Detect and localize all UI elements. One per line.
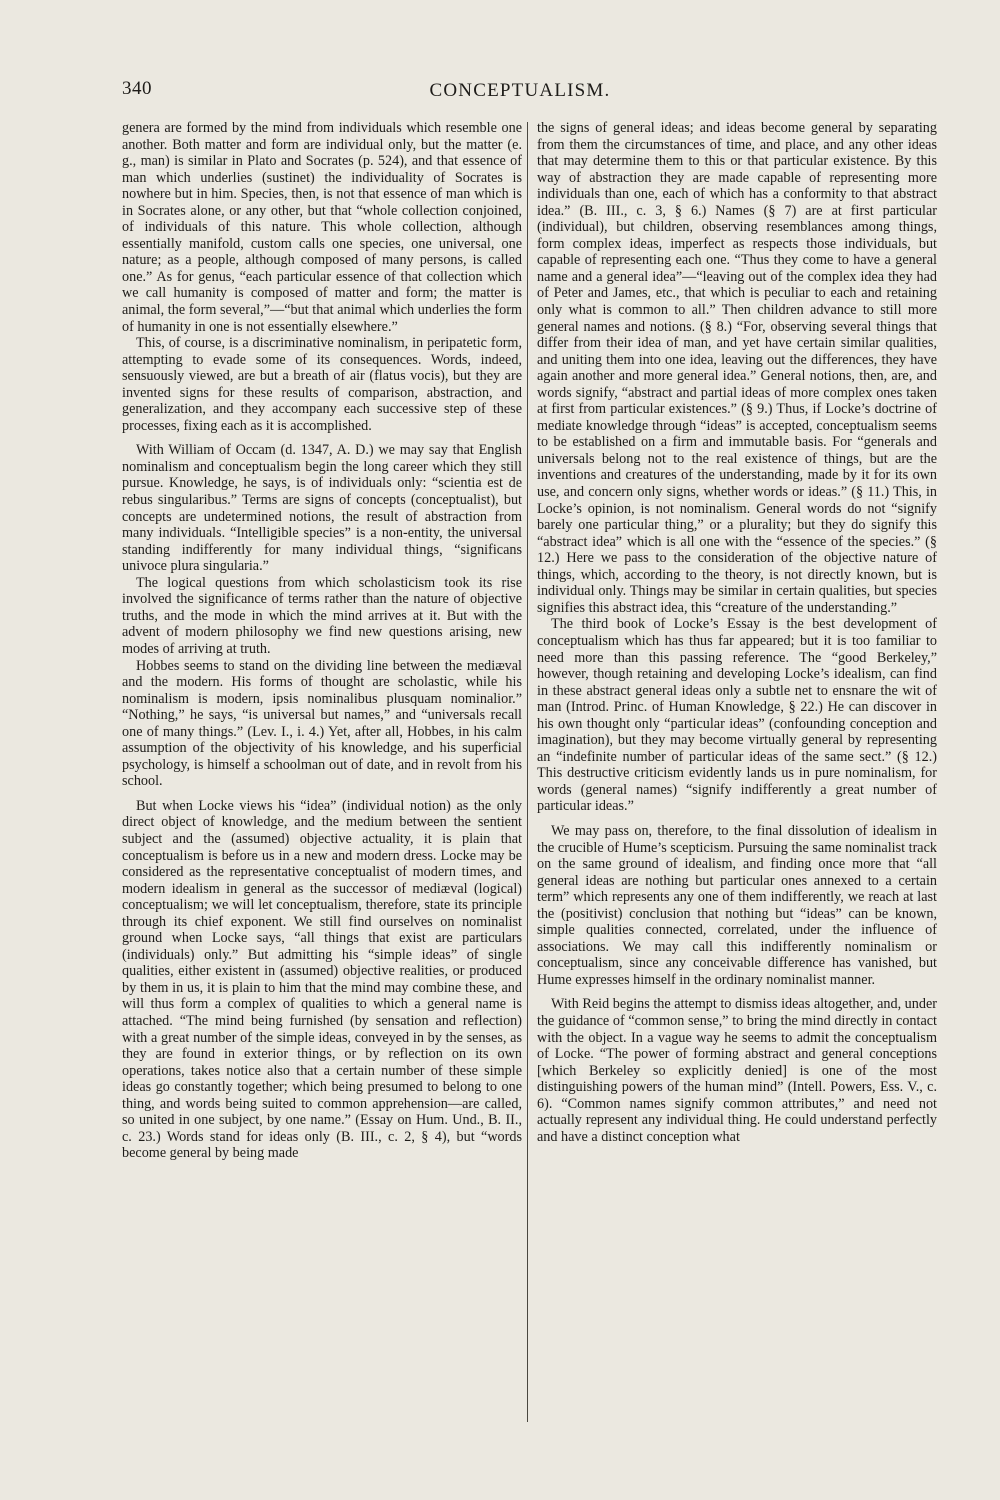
- paragraph: The third book of Locke’s Essay is the best development of conceptualism which has thus far appeared; but it is too familiar to need more than this passing reference. The “good Berkeley,” however, though retaining and developing Locke’s idealism, can find in these abstract general ideas only a subtle net to ensnare the wit of man (Introd. Princ. of Human Knowledge, § 22.) He can discover in his own thought only “particular ideas” (confounding conception and imagination), but they may become virtually general by representing an “indefinite number of particular ideas of the same sect.” (§ 12.) This destructive criticism evidently lands us in pure nominalism, for words (general names) “signify indifferently a great number of particular ideas.”: [537, 616, 937, 815]
- paragraph: But when Locke views his “idea” (individual notion) as the only direct object of knowledge, and the medium between the sentient subject and the (assumed) objective actuality, it is plain that conceptualism is before us in a new and modern dress. Locke may be considered as the representative conceptualist of modern times, and modern idealism in general as the successor of mediæval (logical) conceptualism; we will let conceptualism, therefore, state its principle through its chief exponent. We still find ourselves on nominalist ground when Locke says, “all things that exist are particulars (individuals) only.” But admitting his “simple ideas” of single qualities, either existent in (assumed) objective realities, or produced by them in us, it is plain to him that the mind may combine these, and will thus form a complex of qualities to which a general name is attached. “The mind being furnished (by sensation and reflection) with a great number of the simple ideas, conveyed in by the senses, as they are found in exterior things, or by reflection on its own operations, takes notice also that a certain number of these simple ideas go constantly together; which being presumed to belong to one thing, and words being suited to common apprehension—are called, so united in one subject, by one name.” (Essay on Hum. Und., B. II., c. 23.) Words stand for ideas only (B. III., c. 2, § 4), but “words become general by being made: [122, 797, 522, 1162]
- paragraph: With Reid begins the attempt to dismiss ideas altogether, and, under the guidance of “common sense,” to bring the mind directly in contact with the object. In a vague way he seems to admit the conceptualism of Locke. “The power of forming abstract and general conceptions [which Berkeley so explicitly denied] is one of the most distinguishing powers of the human mind” (Intell. Powers, Ess. V., c. 6). “Common names signify common attributes,” and need not actually represent any individual thing. He could understand perfectly and have a distinct conception what: [537, 996, 937, 1145]
- page-number: 340: [122, 78, 152, 99]
- paragraph: The logical questions from which scholasticism took its rise involved the significance of terms rather than the nature of objective truths, and the mode in which the mind arrives at it. But with the advent of modern philosophy we find new questions arising, new modes of arriving at truth.: [122, 574, 522, 657]
- paragraph: Hobbes seems to stand on the dividing line between the mediæval and the modern. His forms of thought are scholastic, while his nominalism is modern, ipsis nominalibus plusquam nominalior.” “Nothing,” he says, “is universal but names,” and “universals recall one of many things.” (Lev. I., i. 4.) Yet, after all, Hobbes, in his calm assumption of the objectivity of his knowledge, and his superficial psychology, is himself a schoolman out of date, and in revolt from his school.: [122, 657, 522, 790]
- paragraph: We may pass on, therefore, to the final dissolution of idealism in the crucible of Hume’s scepticism. Pursuing the same nominalist track on the same ground of idealism, and finding once more that “all general ideas are nothing but particular ones annexed to a certain term” which represents any one of them indifferently, we reach at last the (positivist) conclusion that nothing but “ideas” can be known, simple qualities connected, correlated, under the influence of associations. We may call this indifferently nominalism or conceptualism, since any conceivable difference has vanished, but Hume expresses himself in the ordinary nominalist manner.: [537, 822, 937, 988]
- right-column: [537, 120, 937, 1145]
- running-title: CONCEPTUALISM.: [429, 80, 611, 101]
- column-rule: [527, 122, 528, 1422]
- left-column: [122, 120, 522, 1162]
- paragraph: This, of course, is a discriminative nominalism, in peripatetic form, attempting to evade some of its consequences. Words, indeed, sensuously viewed, are but a breath of air (flatus vocis), but they are invented signs for these results of comparison, abstraction, and generalization, and they accompany each successive step of these processes, fixing each as it is accomplished.: [122, 335, 522, 434]
- paragraph: genera are formed by the mind from individuals which resemble one another. Both matter and form are individual only, but the matter (e. g., man) is similar in Plato and Socrates (p. 524), and that essence of man which underlies (sustinet) the individuality of Socrates is nowhere but in him. Species, then, is not that essence of man which is in Socrates alone, or any other, but that “whole collection conjoined, of individuals of this nature. This whole collection, although essentially manifold, custom calls one species, one universal, one nature; as a people, although composed of many persons, is called one.” As for genus, “each particular essence of that collection which we call humanity is composed of matter and form; the matter is animal, the form several,”—“but that animal which underlies the form of humanity in one is not essentially elsewhere.”: [122, 120, 522, 335]
- paragraph: With William of Occam (d. 1347, A. D.) we may say that English nominalism and conceptualism begin the long career which they still pursue. Knowledge, he says, is of individuals only: “scientia est de rebus singularibus.” Terms are signs of concepts (conceptualist), but concepts are undetermined notions, the result of abstraction from many individuals. “Intelligible species” is a non-entity, the universal standing indifferently for many individual things, “significans univoce plura singularia.”: [122, 442, 522, 575]
- paragraph: the signs of general ideas; and ideas become general by separating from them the circumstances of time, and place, and any other ideas that may determine them to this or that particular existence. By this way of abstraction they are made capable of representing more individuals than one, each of which has a conformity to that abstract idea.” (B. III., c. 3, § 6.) Names (§ 7) are at first particular (individual), but children, observing resemblances among things, form complex ideas, imperfect as respects those individuals, but capable of representing each one. “Thus they come to have a general name and a general idea”—“leaving out of the complex idea they had of Peter and James, etc., that which is peculiar to each and retaining only what is common to all.” Then children advance to still more general names and notions. (§ 8.) “For, observing several things that differ from their idea of man, and yet have certain similar qualities, and uniting them into one idea, leaving out the differences, they have again another and more general idea.” General notions, then, are, and words signify, “abstract and partial ideas of more complex ones taken at first from particular existences.” (§ 9.) Thus, if Locke’s doctrine of mediate knowledge through “ideas” is accepted, conceptualism seems to be established on a firm and immutable basis. For “generals and universals belong not to the real existence of things, but are the inventions and creatures of the understanding, made by it for its own use, and concern only signs, whether words or ideas.” (§ 11.) This, in Locke’s opinion, is not nominalism. General words do not “signify barely one particular thing,” or a plurality; but they do signify this “abstract idea” which is all one with the “essence of the species.” (§ 12.) Here we pass to the consideration of the objective nature of things, which, according to the theory, is not directly known, but is individual only. Things may be similar in certain qualities, but species signifies this abstract idea, this “creature of the understanding.”: [537, 120, 937, 616]
